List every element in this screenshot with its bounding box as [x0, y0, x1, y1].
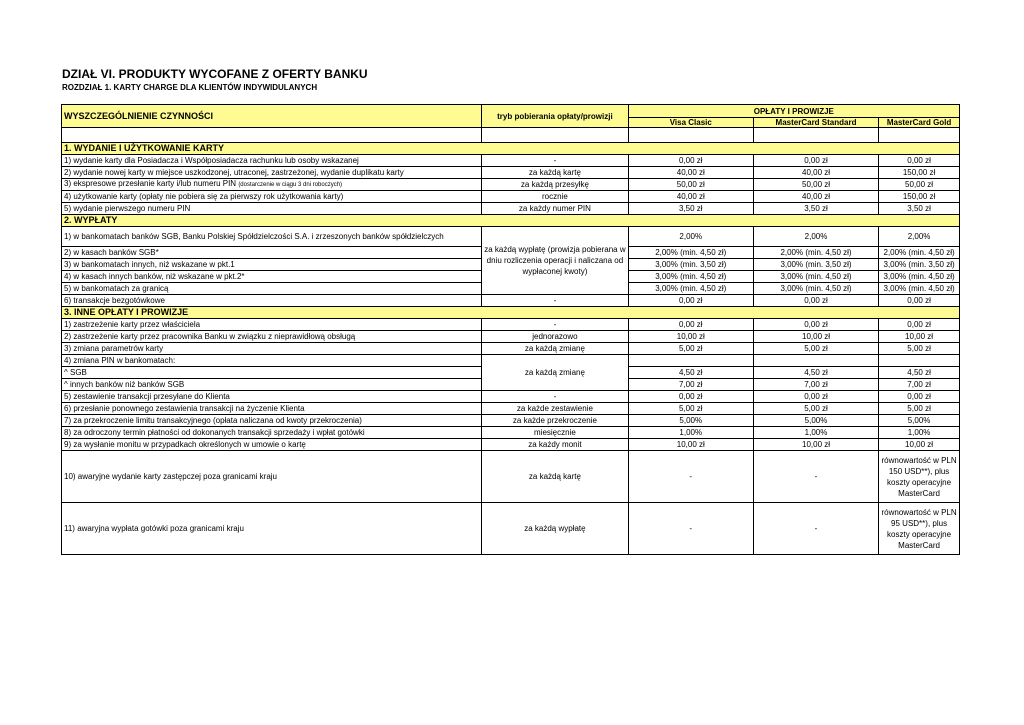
row-visa: 0,00 zł — [628, 391, 753, 403]
row-label: 6) transakcje bezgotówkowe — [62, 295, 482, 307]
row-mc-standard: 0,00 zł — [753, 319, 878, 331]
row-mc-standard: - — [753, 451, 878, 503]
row-label: 9) za wysłanie monitu w przypadkach określonych w umowie o kartę — [62, 439, 482, 451]
row-visa: 10,00 zł — [628, 331, 753, 343]
row-visa: 0,00 zł — [628, 155, 753, 167]
table-row — [62, 155, 960, 167]
row-mc-standard: 4,50 zł — [753, 367, 878, 379]
section-title: 3. INNE OPŁATY I PROWIZJE — [62, 307, 960, 319]
header-description: WYSZCZEGÓLNIENIE CZYNNOŚCI — [62, 105, 482, 128]
row-mc-standard: 7,00 zł — [753, 379, 878, 391]
row-label: 2) wydanie nowej karty w miejsce uszkodzonej, utraconej, zastrzeżonej, wydanie duplikatu karty — [62, 167, 482, 179]
section-title: 1. WYDANIE I UŻYTKOWANIE KARTY — [62, 143, 960, 155]
row-mode: za każdą przesyłkę — [482, 179, 628, 191]
fees-table — [61, 104, 960, 555]
row-mc-gold: 10,00 zł — [879, 331, 960, 343]
row-mc-gold: 5,00 zł — [879, 403, 960, 415]
row-label: 1) w bankomatach banków SGB, Banku Polskiej Spółdzielczości S.A. i zrzeszonych banków spółdzielczych — [62, 227, 482, 247]
row-mc-standard: 10,00 zł — [753, 331, 878, 343]
row-visa: 5,00% — [628, 415, 753, 427]
row-mc-standard: 40,00 zł — [753, 191, 878, 203]
row-mc-gold: 10,00 zł — [879, 439, 960, 451]
row-mode: za każdą wypłatę — [482, 503, 628, 555]
row-label: 8) za odroczony termin płatności od dokonanych transakcji sprzedaży i wpłat gotówki — [62, 427, 482, 439]
table-row — [62, 451, 960, 503]
row-label: 7) za przekroczenie limitu transakcyjnego (opłata naliczana od kwoty przekroczenia) — [62, 415, 482, 427]
row-visa: 3,50 zł — [628, 203, 753, 215]
row-mode-shared: za każdą wypłatę (prowizja pobierana w dniu rozliczenia operacji i naliczana od wypłaconej kwoty) — [482, 227, 628, 295]
row-mc-standard: 3,50 zł — [753, 203, 878, 215]
row-mc-gold: 3,00% (min. 4,50 zł) — [879, 271, 960, 283]
row-mc-gold: 50,00 zł — [879, 179, 960, 191]
row-mc-gold: 150,00 zł — [879, 191, 960, 203]
row-mc-standard: 0,00 zł — [753, 155, 878, 167]
row-mode: za każdą kartę — [482, 167, 628, 179]
row-visa: 2,00% (min. 4,50 zł) — [628, 247, 753, 259]
document-title: DZIAŁ VI. PRODUKTY WYCOFANE Z OFERTY BANKU — [62, 67, 368, 81]
row-visa: 10,00 zł — [628, 439, 753, 451]
row-label: 3) ekspresowe przesłanie karty i/lub numeru PIN — [64, 179, 237, 188]
row-visa: 7,00 zł — [628, 379, 753, 391]
table-row — [62, 503, 960, 555]
table-row — [62, 227, 960, 247]
row-mc-standard: 3,00% (min. 4,50 zł) — [753, 283, 878, 295]
row-mode: za każdą zmianę — [482, 355, 628, 391]
row-mc-gold: 4,50 zł — [879, 367, 960, 379]
row-mode: za każdą kartę — [482, 451, 628, 503]
row-mc-gold: 5,00 zł — [879, 343, 960, 355]
table-row — [62, 295, 960, 307]
header-charge-mode: tryb pobierania opłaty/prowizji — [482, 105, 628, 128]
row-label: 6) przesłanie ponownego zestawienia transakcji na życzenie Klienta — [62, 403, 482, 415]
row-mc-standard: 10,00 zł — [753, 439, 878, 451]
row-label: 3) w bankomatach innych, niż wskazane w pkt.1 — [62, 259, 482, 271]
row-label: 5) wydanie pierwszego numeru PIN — [62, 203, 482, 215]
header-mc-gold: MasterCard Gold — [879, 118, 960, 128]
row-mc-gold: 7,00 zł — [879, 379, 960, 391]
row-mc-standard: 2,00% (min. 4,50 zł) — [753, 247, 878, 259]
row-mode: - — [482, 155, 628, 167]
row-visa: 3,00% (min. 4,50 zł) — [628, 283, 753, 295]
table-row — [62, 191, 960, 203]
row-label: 5) w bankomatach za granicą — [62, 283, 482, 295]
row-visa: 4,50 zł — [628, 367, 753, 379]
row-visa: 0,00 zł — [628, 295, 753, 307]
row-mode: - — [482, 391, 628, 403]
header-visa: Visa Clasic — [628, 118, 753, 128]
row-visa: 3,00% (min. 4,50 zł) — [628, 271, 753, 283]
row-mc-gold: równowartość w PLN 95 USD**), plus koszty operacyjne MasterCard — [879, 503, 960, 555]
table-row — [62, 343, 960, 355]
row-visa: 40,00 zł — [628, 191, 753, 203]
row-mc-gold: 3,00% (min. 3,50 zł) — [879, 259, 960, 271]
row-label: 4) użytkowanie karty (opłaty nie pobiera się za pierwszy rok użytkowania karty) — [62, 191, 482, 203]
row-mc-standard: 0,00 zł — [753, 391, 878, 403]
row-mode: za każde zestawienie — [482, 403, 628, 415]
row-label: 4) w kasach innych banków, niż wskazane w pkt.2* — [62, 271, 482, 283]
row-visa: 1,00% — [628, 427, 753, 439]
row-label: 10) awaryjne wydanie karty zastępczej poza granicami kraju — [62, 451, 482, 503]
table-row — [62, 391, 960, 403]
table-row — [62, 427, 960, 439]
row-mc-gold: 150,00 zł — [879, 167, 960, 179]
row-visa: 50,00 zł — [628, 179, 753, 191]
row-mc-standard: 3,00% (min. 3,50 zł) — [753, 259, 878, 271]
row-mc-standard: 5,00 zł — [753, 343, 878, 355]
row-label: 2) w kasach banków SGB* — [62, 247, 482, 259]
row-mc-gold: równowartość w PLN 150 USD**), plus koszty operacyjne MasterCard — [879, 451, 960, 503]
row-visa: 40,00 zł — [628, 167, 753, 179]
row-mc-gold: 3,50 zł — [879, 203, 960, 215]
row-mode: miesięcznie — [482, 427, 628, 439]
table-row — [62, 403, 960, 415]
row-mode: za każdą zmianę — [482, 343, 628, 355]
row-mc-standard: 1,00% — [753, 427, 878, 439]
spacer-row — [62, 128, 960, 143]
row-label-cell — [62, 179, 482, 191]
row-mc-standard: 2,00% — [753, 227, 878, 247]
table-row — [62, 167, 960, 179]
row-mc-gold: 0,00 zł — [879, 391, 960, 403]
row-mc-standard: - — [753, 503, 878, 555]
row-label: 5) zestawienie transakcji przesyłane do Klienta — [62, 391, 482, 403]
row-label: 4) zmiana PIN w bankomatach: — [62, 355, 482, 367]
row-label: 1) zastrzeżenie karty przez właściciela — [62, 319, 482, 331]
row-visa: - — [628, 451, 753, 503]
row-label: 3) zmiana parametrów karty — [62, 343, 482, 355]
row-visa: 2,00% — [628, 227, 753, 247]
section-title: 2. WYPŁATY — [62, 215, 960, 227]
document-subtitle: ROZDZIAŁ 1. KARTY CHARGE DLA KLIENTÓW INDYWIDULANYCH — [62, 83, 318, 92]
row-mc-gold: 1,00% — [879, 427, 960, 439]
row-visa: - — [628, 503, 753, 555]
row-visa: 0,00 zł — [628, 319, 753, 331]
row-mc-standard: 50,00 zł — [753, 179, 878, 191]
row-visa: 3,00% (min. 3,50 zł) — [628, 259, 753, 271]
header-fees-group: OPŁATY I PROWIZJE — [628, 105, 959, 118]
row-mc-gold: 0,00 zł — [879, 295, 960, 307]
row-mc-gold: 0,00 zł — [879, 319, 960, 331]
row-mc-gold: 2,00% (min. 4,50 zł) — [879, 247, 960, 259]
row-mc-standard: 5,00% — [753, 415, 878, 427]
row-mode: za każdy numer PIN — [482, 203, 628, 215]
row-mode: - — [482, 295, 628, 307]
row-label: ^ SGB — [62, 367, 482, 379]
row-mode: jednorazowo — [482, 331, 628, 343]
table-row — [62, 355, 960, 367]
row-mc-standard: 3,00% (min. 4,50 zł) — [753, 271, 878, 283]
row-label: 2) zastrzeżenie karty przez pracownika Banku w związku z nieprawidłową obsługą — [62, 331, 482, 343]
row-visa: 5,00 zł — [628, 343, 753, 355]
row-note: (dostarczenie w ciągu 3 dni roboczych) — [238, 182, 343, 188]
table-row — [62, 415, 960, 427]
row-mc-gold: 5,00% — [879, 415, 960, 427]
row-mc-standard: 40,00 zł — [753, 167, 878, 179]
table-row — [62, 319, 960, 331]
row-mode: - — [482, 319, 628, 331]
table-row — [62, 439, 960, 451]
row-label: 1) wydanie karty dla Posiadacza i Współposiadacza rachunku lub osoby wskazanej — [62, 155, 482, 167]
header-mc-standard: MasterCard Standard — [753, 118, 878, 128]
row-mode: rocznie — [482, 191, 628, 203]
row-mc-standard: 0,00 zł — [753, 295, 878, 307]
row-label: ^ innych banków niż banków SGB — [62, 379, 482, 391]
table-row — [62, 203, 960, 215]
row-mc-gold: 3,00% (min. 4,50 zł) — [879, 283, 960, 295]
row-mode: za każdy monit — [482, 439, 628, 451]
row-visa: 5,00 zł — [628, 403, 753, 415]
table-row — [62, 179, 960, 191]
row-mc-standard: 5,00 zł — [753, 403, 878, 415]
table-row — [62, 331, 960, 343]
row-mode: za każde przekroczenie — [482, 415, 628, 427]
row-mc-gold: 0,00 zł — [879, 155, 960, 167]
row-mc-gold: 2,00% — [879, 227, 960, 247]
row-label: 11) awaryjna wypłata gotówki poza granicami kraju — [62, 503, 482, 555]
